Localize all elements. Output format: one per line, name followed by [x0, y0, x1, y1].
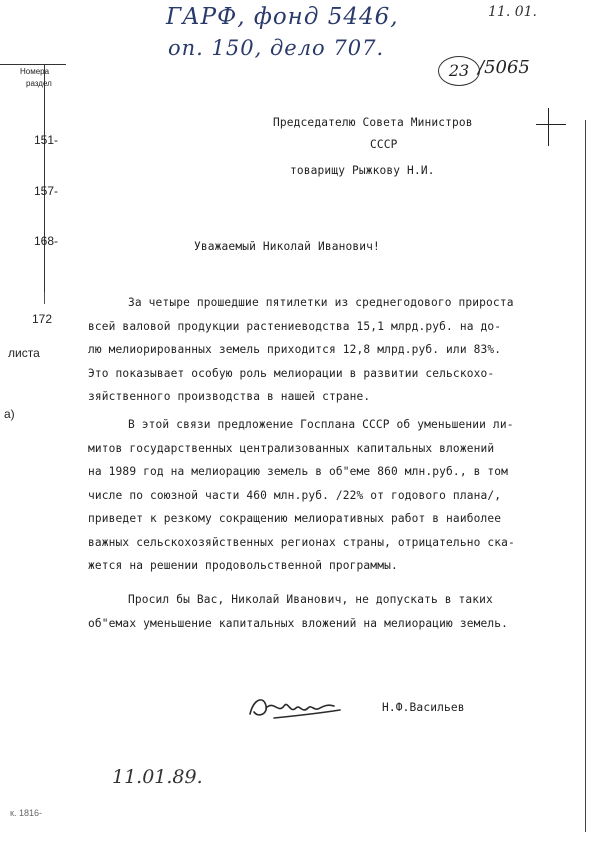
addressee-line1: Председателю Совета Министров	[273, 116, 473, 129]
text-line: важных сельскохозяйственных регионах страны, отрицательно ска-	[88, 535, 515, 549]
margin-horizontal-line	[0, 64, 66, 65]
archive-note-line2: оп. 150, дело 707.	[168, 36, 385, 60]
margin-number-168: 168-	[34, 234, 59, 248]
text-line: на 1989 год на мелиорацию земель в об"еме 860 млн.руб., в том	[88, 465, 509, 478]
signature-scribble	[244, 692, 348, 726]
circled-number	[438, 56, 480, 86]
text-line: зяйственного производства в нашей стране.	[88, 390, 371, 403]
top-right-date: 11. 01.	[488, 4, 537, 20]
margin-number-157: 157-	[34, 184, 59, 198]
cross-mark-bar	[536, 124, 566, 125]
addressee-line2: СССР	[370, 138, 398, 151]
margin-vertical-line-lower	[44, 292, 45, 304]
text-line: лю мелиорированных земель приходится 12,8 млрд.руб. или 83%.	[88, 343, 502, 356]
text-line: В этой связи предложение Госплана СССР об уменьшении ли-	[128, 418, 514, 431]
body-paragraph-1	[88, 291, 558, 409]
cross-mark	[548, 108, 549, 146]
margin-header-line2: раздел	[26, 79, 52, 88]
salutation: Уважаемый Николай Иванович!	[194, 240, 380, 253]
text-line: Это показывает особую роль мелиорации в развитии сельскохо-	[88, 366, 495, 380]
margin-bottom-note: к. 1816-	[10, 808, 42, 818]
body-paragraph-2	[88, 413, 558, 578]
circled-number-text: 23	[448, 61, 470, 80]
text-line: жется на решении продовольственной программы.	[88, 559, 398, 572]
margin-word-sheet: листа	[8, 346, 40, 360]
right-edge-line	[585, 120, 586, 832]
text-line: За четыре прошедшие пятилетки из среднегодового прироста	[128, 296, 514, 309]
margin-number-151: 151-	[34, 133, 59, 147]
text-line: митов государственных централизованных капитальных вложений	[88, 441, 495, 455]
ref-number-stamp	[438, 56, 568, 86]
margin-bracket: а)	[4, 407, 15, 421]
margin-number-172: 172	[32, 312, 53, 326]
text-line: Просил бы Вас, Николай Иванович, не допускать в таких	[128, 593, 493, 606]
text-line: всей валовой продукции растениеводства 15,1 млрд.руб. на до-	[88, 319, 502, 333]
handwritten-date: 11.01.89.	[112, 766, 203, 788]
ref-number-suffix: /5065	[478, 57, 530, 78]
text-line: числе по союзной части 460 млн.руб. /22% от годового плана/,	[88, 488, 502, 502]
signatory-name: Н.Ф.Васильев	[382, 701, 465, 714]
text-line: об"емах уменьшение капитальных вложений на мелиорацию земель.	[88, 616, 509, 630]
text-line: приведет к резкому сокращению мелиоративных работ в наиболее	[88, 512, 502, 525]
margin-vertical-line	[44, 64, 45, 294]
archive-note-line1: ГАРФ, фонд 5446,	[166, 4, 399, 30]
margin-header-line1: Номера	[20, 67, 50, 76]
addressee-line3: товарищу Рыжкову Н.И.	[290, 164, 435, 177]
body-paragraph-3	[88, 588, 558, 635]
